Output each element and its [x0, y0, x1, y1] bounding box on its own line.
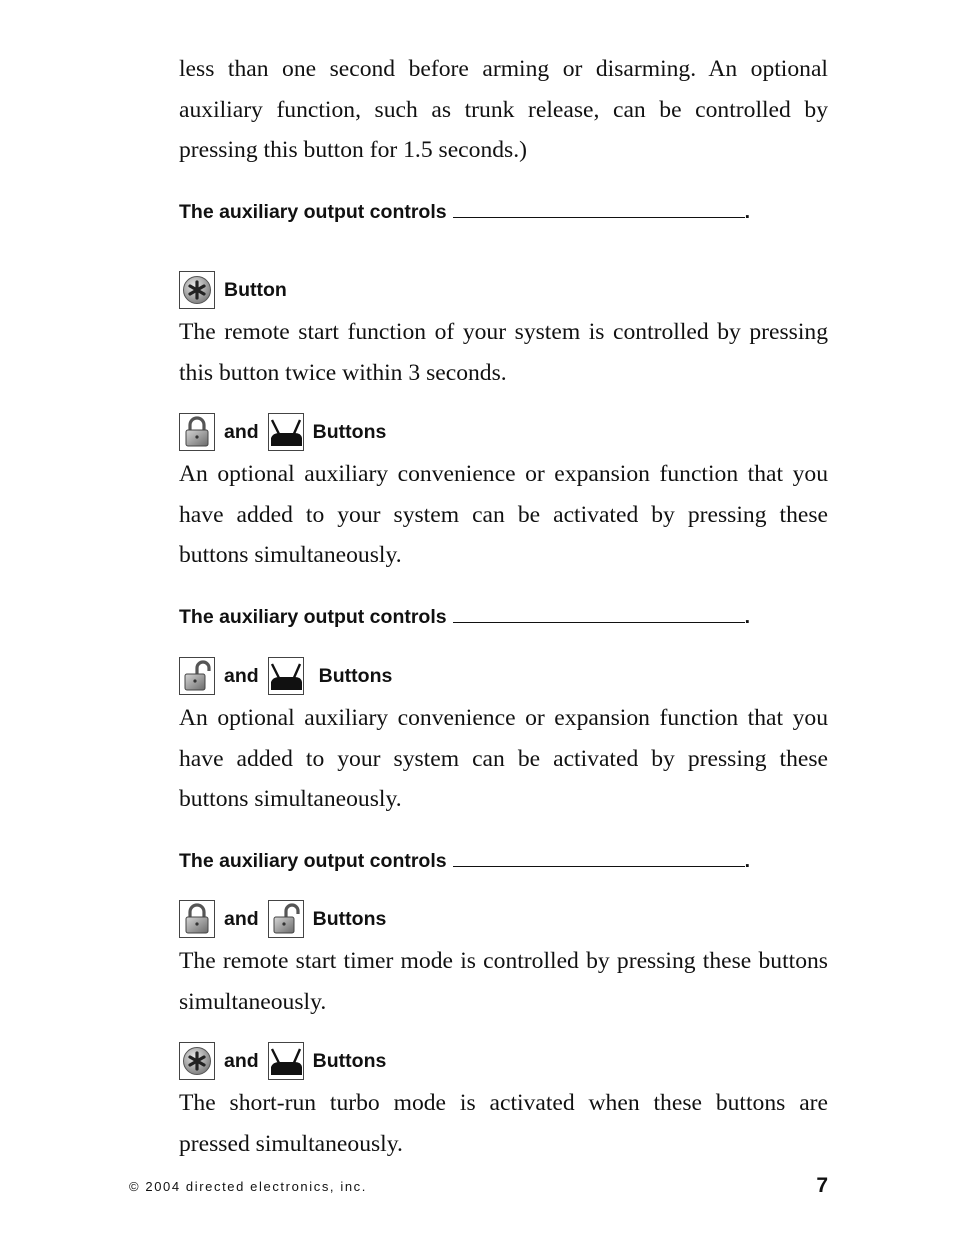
copyright-footer: © 2004 directed electronics, inc. [129, 1179, 367, 1194]
paragraph-intro: less than one second before arming or disarming. An optional auxiliary function, such as trunk release, can be controlled by pressing this button for 1.5 seconds.) [179, 56, 828, 163]
fill-in-blank [453, 200, 745, 218]
heading-label: Buttons [312, 421, 387, 443]
heading-unlock-car [179, 657, 392, 695]
car-trunk-icon [268, 1042, 304, 1080]
car-trunk-icon [268, 413, 304, 451]
paragraph-aux-unlock-car: An optional auxiliary convenience or expansion function that you have added to your system can be activated by pressing these buttons simultaneously. [179, 705, 828, 812]
heading-label: Buttons [312, 908, 387, 930]
page-number: 7 [816, 1174, 828, 1197]
and-label: and [224, 421, 259, 443]
heading-lock-unlock [179, 900, 386, 938]
and-label: and [224, 908, 259, 930]
heading-star-button [179, 271, 287, 309]
star-button-icon [179, 1042, 215, 1080]
lock-icon [179, 900, 215, 938]
paragraph-timer-mode: The remote start timer mode is controlled by pressing these buttons simultaneously. [179, 948, 828, 1015]
fill-in-blank [453, 849, 745, 867]
star-button-icon [179, 271, 215, 309]
paragraph-turbo-mode: The short-run turbo mode is activated when these buttons are pressed simultaneously. [179, 1090, 828, 1157]
lock-icon [179, 413, 215, 451]
heading-label: Buttons [318, 665, 393, 687]
heading-lock-car [179, 413, 386, 451]
fill-in-blank [453, 605, 745, 623]
aux-output-label: The auxiliary output controls [179, 606, 447, 628]
and-label: and [224, 665, 259, 687]
aux-output-note-1: The auxiliary output controls . [179, 201, 751, 223]
paragraph-aux-lock-car: An optional auxiliary convenience or expansion function that you have added to your system can be activated by pressing these buttons simultaneously. [179, 461, 828, 568]
heading-label: Button [224, 279, 287, 301]
car-trunk-icon [268, 657, 304, 695]
and-label: and [224, 1050, 259, 1072]
aux-output-note-3: The auxiliary output controls . [179, 850, 751, 872]
paragraph-remote-start: The remote start function of your system is controlled by pressing this button twice within 3 seconds. [179, 319, 828, 386]
unlock-icon [268, 900, 304, 938]
heading-star-car [179, 1042, 386, 1080]
aux-output-label: The auxiliary output controls [179, 201, 447, 223]
unlock-icon [179, 657, 215, 695]
aux-output-label: The auxiliary output controls [179, 850, 447, 872]
heading-label: Buttons [312, 1050, 387, 1072]
aux-output-note-2: The auxiliary output controls . [179, 606, 751, 628]
